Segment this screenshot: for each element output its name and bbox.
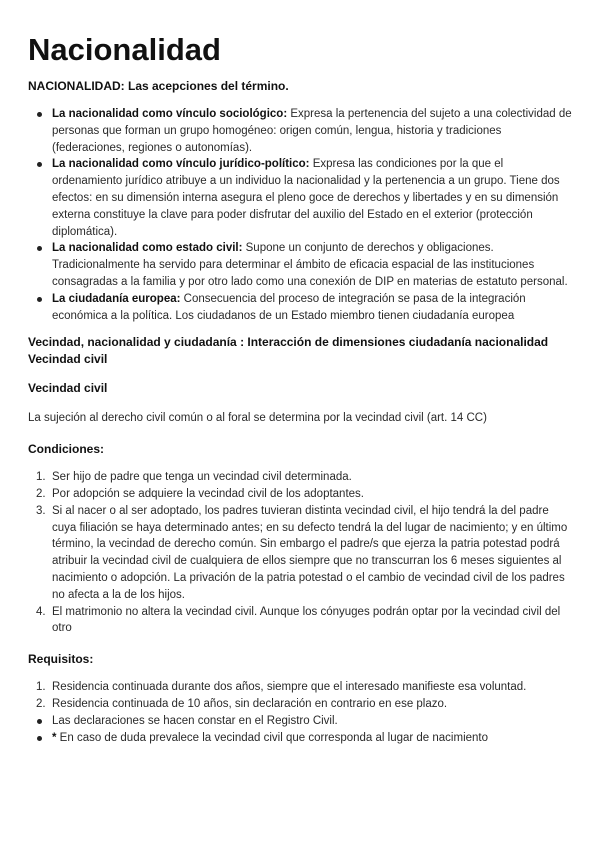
item-number: 3.: [36, 504, 46, 517]
bullet-icon: [37, 246, 42, 251]
item-text: Por adopción se adquiere la vecindad civil de los adoptantes.: [52, 487, 364, 500]
list-item: [28, 679, 572, 696]
list-item: [28, 469, 572, 486]
section-heading-interaccion: Vecindad, nacionalidad y ciudadanía : Interacción de dimensiones ciudadanía nacionalidad Vecindad civil: [28, 335, 549, 367]
item-text: En caso de duda prevalece la vecindad civil que corresponda al lugar de nacimiento: [56, 731, 489, 744]
section-heading-condiciones: Condiciones:: [28, 442, 105, 457]
bullet-icon: [37, 297, 42, 302]
list-item: [28, 604, 572, 638]
item-text: Consecuencia del proceso de integración se pasa de la integración económica a la política. Los ciudadanos de un Estado miembro tienen ciudadanía europea: [52, 292, 526, 322]
page-title: Nacionalidad: [28, 32, 221, 67]
bullet-icon: [37, 162, 42, 167]
section-heading-requisitos: Requisitos:: [28, 652, 94, 667]
vecindad-civil-paragraph: La sujeción al derecho civil común o al foral se determina por la vecindad civil (art. 14 CC): [28, 412, 487, 425]
asterisk-mark: *: [52, 731, 57, 744]
section-heading-vecindad-civil: Vecindad civil: [28, 381, 108, 396]
item-term: La nacionalidad como estado civil:: [52, 242, 243, 255]
bullet-icon: [37, 112, 42, 117]
requisitos-notes-list: [28, 713, 572, 747]
list-item: [28, 730, 572, 747]
item-text: El matrimonio no altera la vecindad civil. Aunque los cónyuges podrán optar por la vecindad civil del otro: [52, 605, 561, 635]
item-text: Expresa la pertenencia del sujeto a una colectividad de personas que forman un grupo homogéneo: origen común, lengua, historia y tradiciones (federaciones, regiones o autonomías).: [52, 108, 572, 154]
item-text: Si al nacer o al ser adoptado, los padres tuvieran distinta vecindad civil, el hijo tendrá la del padre cuya filiación se haya determinado antes; en su defecto tendrá la del lugar de nacimiento; y en último término, la vecindad de derecho común. Sin embargo el padre/s que ejerza la patria potestad podrá atribuir la vecindad civil de cualquiera de ellos siempre que no transcurran los 6 meses siguientes al nacimiento o adopción. La privación de la patria potestad o el cambio de vecindad civil de los padres no afecta a la de los hijos.: [52, 504, 568, 601]
list-item: [28, 240, 572, 290]
list-item: [28, 503, 572, 604]
item-term: La nacionalidad como vínculo jurídico-político:: [52, 158, 310, 171]
item-text: Expresa las condiciones por la que el ordenamiento jurídico atribuye a un individuo la nacionalidad y la pertenencia a un grupo. Tiene dos efectos: en su dimensión interna asegura el pleno goce de derechos y libertades y en su dimensión externa constituye la clave para poder disfrutar del auxilio del Estado en el exterior (protección diplomática).: [52, 158, 560, 238]
bullet-icon: [37, 719, 42, 724]
item-number: 2.: [36, 697, 46, 710]
list-item: [28, 696, 572, 713]
item-number: 2.: [36, 487, 46, 500]
item-number: 1.: [36, 681, 46, 694]
list-item: [28, 106, 572, 156]
requisitos-list: [28, 679, 572, 713]
item-term: La nacionalidad como vínculo sociológico:: [52, 108, 288, 120]
item-number: 1.: [36, 471, 46, 484]
item-text: Supone un conjunto de derechos y obligaciones. Tradicionalmente ha servido para determinar el ámbito de eficacia espacial de las instituciones consagradas a la familia y por otro lado como una conexión de DIP en materias de estatuto personal.: [52, 242, 568, 288]
acepciones-list: [28, 106, 572, 324]
bullet-icon: [37, 736, 42, 741]
list-item: [28, 486, 572, 503]
item-term: La ciudadanía europea:: [52, 292, 181, 305]
item-text: Ser hijo de padre que tenga un vecindad civil determinada.: [52, 471, 352, 484]
item-text: Las declaraciones se hacen constar en el Registro Civil.: [52, 714, 338, 727]
item-number: 4.: [36, 605, 46, 618]
list-item: [28, 713, 572, 730]
list-item: [28, 156, 572, 240]
list-item: [28, 291, 572, 325]
condiciones-list: [28, 469, 572, 637]
item-text: Residencia continuada de 10 años, sin declaración en contrario en ese plazo.: [52, 697, 448, 710]
item-text: Residencia continuada durante dos años, siempre que el interesado manifieste esa voluntad.: [52, 681, 527, 694]
section-heading-acepciones: NACIONALIDAD: Las acepciones del término.: [28, 79, 289, 93]
